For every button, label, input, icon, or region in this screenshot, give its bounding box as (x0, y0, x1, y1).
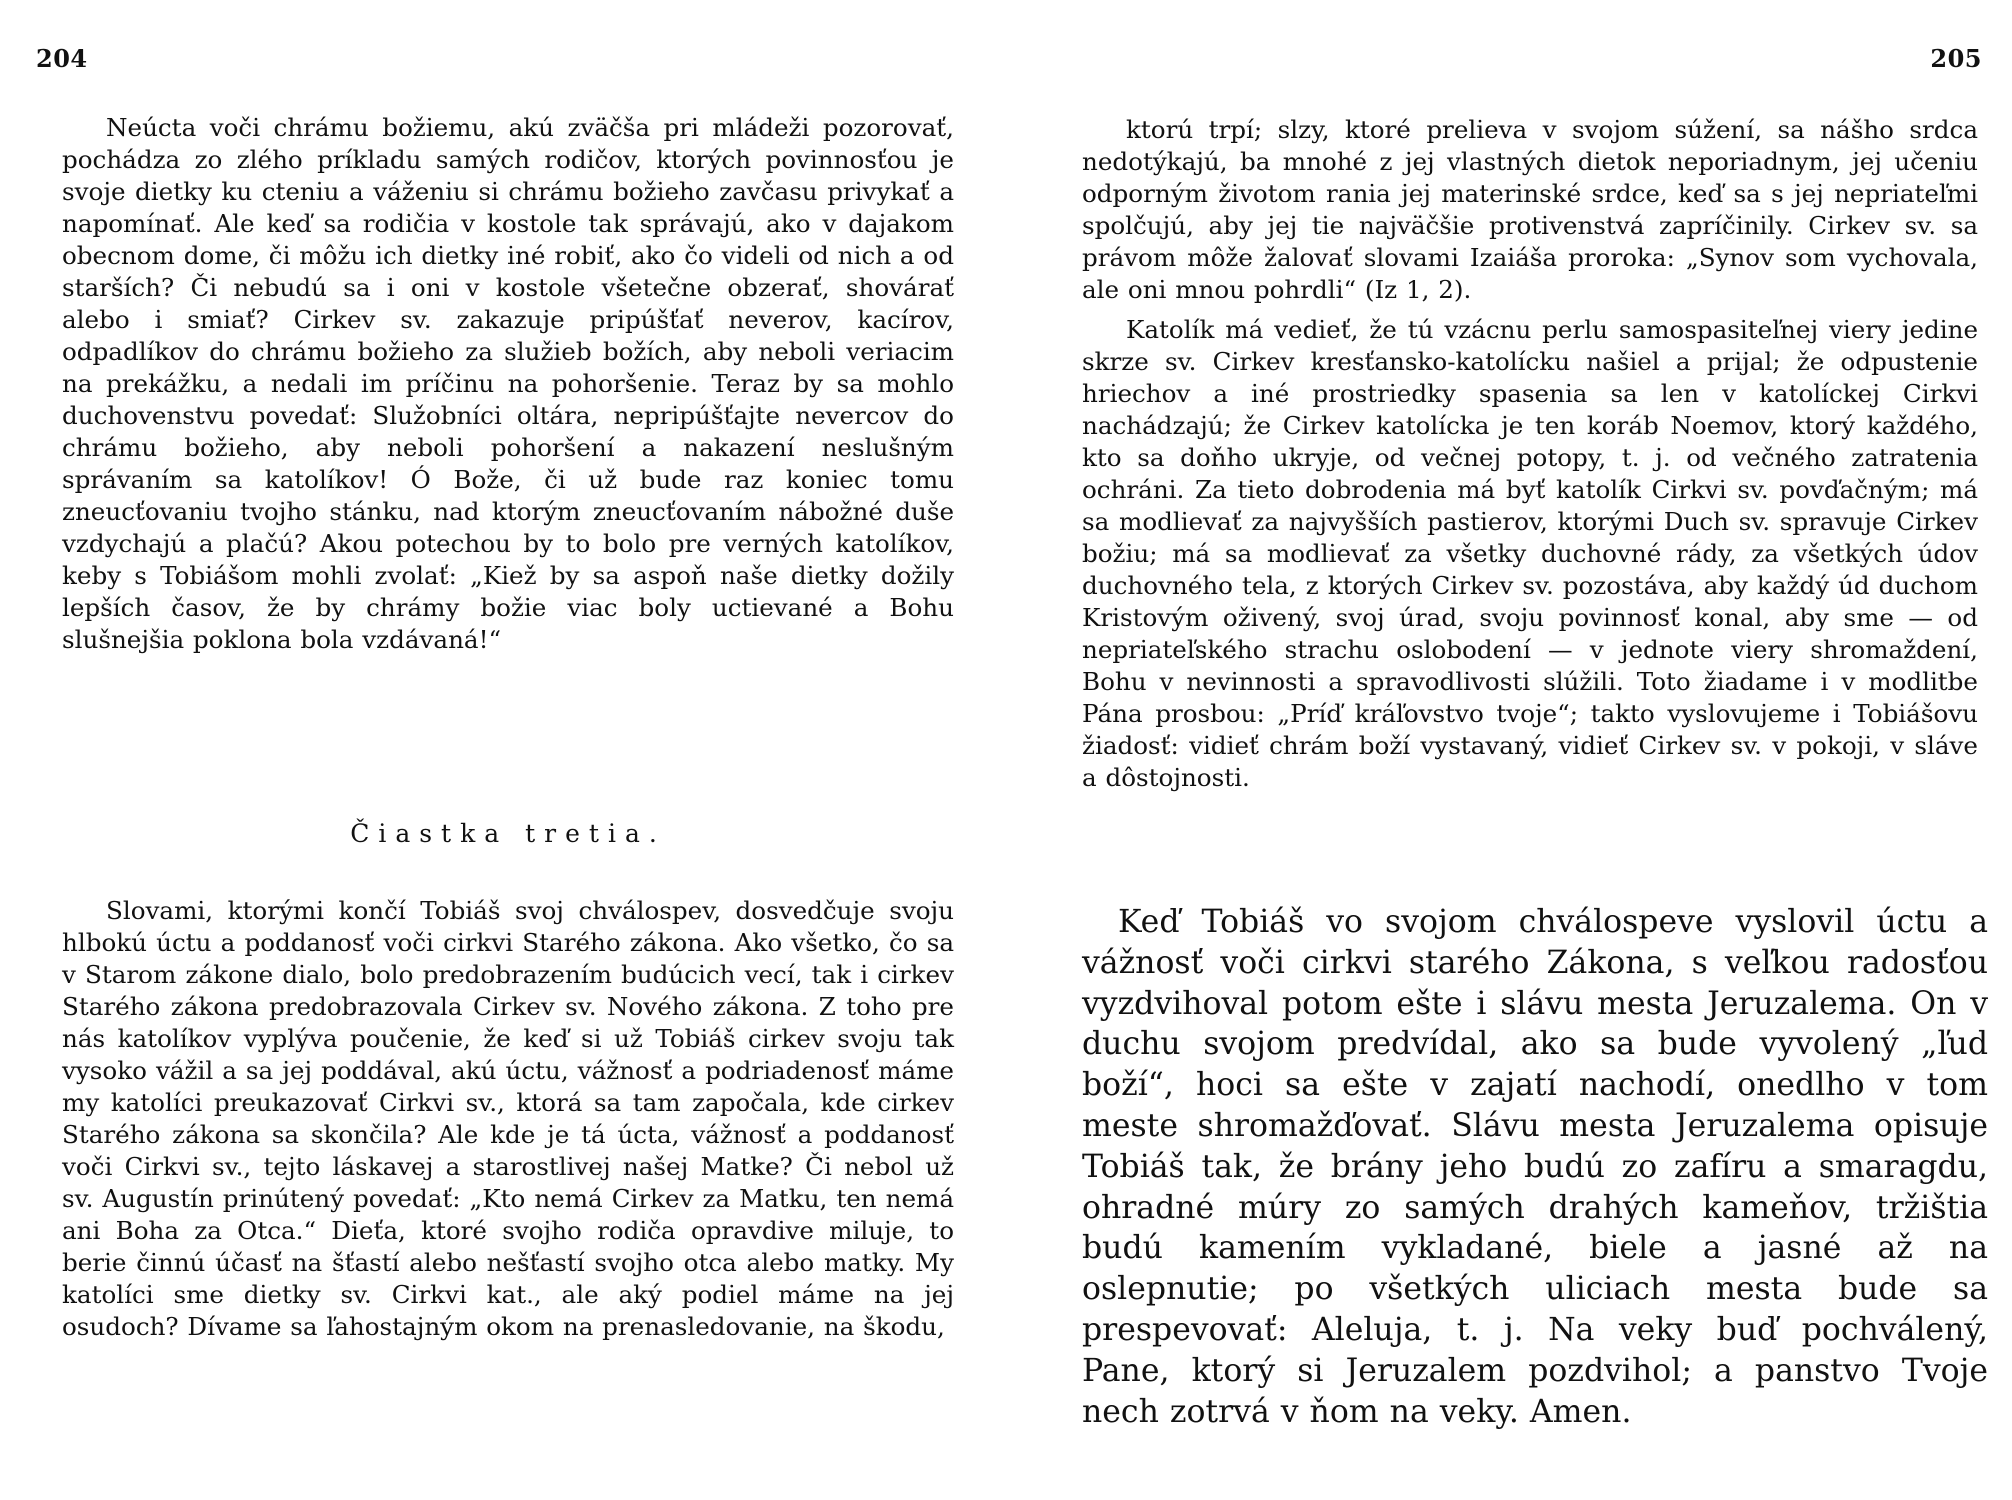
paragraph: Neúcta voči chrámu božiemu, akú zväčša pri mládeži pozorovať, pochádza zo zlého príkladu samých rodičov, ktorých povinnosťou je svoje dietky ku cteniu a váženiu si chrámu božieho zavčasu privykať a napomínať. Ale keď sa rodičia v kostole tak správajú, ako v dajakom obecnom dome, či môžu ich dietky iné robiť, ako čo videli od nich a od starších? Či nebudú sa i oni v kostole všetečne obzerať, shovárať alebo i smiať? Cirkev sv. zakazuje pripúšťať neverov, kacírov, odpadlíkov do chrámu božieho za služieb božích, aby neboli veriacim na prekážku, a nedali im príčinu na pohoršenie. Teraz by sa mohlo duchovenstvu povedať: Služobníci oltára, nepripúšťajte nevercov do chrámu božieho, aby neboli pohoršení a nakazení neslušným správaním sa katolíkov! Ó Bože, či už bude raz koniec tomu zneucťovaniu tvojho stánku, nad ktorým zneucťovaním nábožné duše vzdychajú a plačú? Akou potechou by to bolo pre verných katolíkov, keby s Tobiášom mohli zvolať: „Kiež by sa aspoň naše dietky dožily lepších časov, že by chrámy božie viac boly uctievané a Bohu slušnejšia poklona bola vzdávaná!“ (62, 113, 954, 654)
right-text-block-large (1082, 902, 1988, 1432)
paragraph: Slovami, ktorými končí Tobiáš svoj chválospev, dosvedčuje svoju hlbokú úctu a poddanosť voči cirkvi Starého zákona. Ako všetko, čo sa v Starom zákone dialo, bolo predobrazením budúcich vecí, tak i cirkev Starého zákona predobrazovala Cirkev sv. Nového zákona. Z toho pre nás katolíkov vyplýva poučenie, že keď si už Tobiáš cirkev svoju tak vysoko vážil a sa jej poddával, akú úctu, vážnosť a podriadenosť máme my katolíci preukazovať Cirkvi sv., ktorá sa tam započala, kde cirkev Starého zákona sa skončila? Ale kde je tá úcta, vážnosť a poddanosť voči Cirkvi sv., tejto láskavej a starostlivej našej Matke? Či nebol už sv. Augustín prinútený povedať: „Kto nemá Cirkev za Matku, ten nemá ani Boha za Otca.“ Dieťa, ktoré svojho rodiča opravdive miluje, to berie činnú účasť na šťastí alebo nešťastí svojho otca alebo matky. My katolíci sme dietky sv. Cirkvi kat., ale aký podiel máme na jej osudoch? Dívame sa ľahostajným okom na prenasledovanie, na škodu, (62, 896, 954, 1341)
right-text-block-1 (1082, 114, 1978, 794)
page-number-right: 205 (1930, 44, 1982, 73)
left-text-block-1 (62, 112, 954, 656)
left-text-block-2 (62, 895, 954, 1343)
section-heading: Čiastka tretia. (350, 819, 666, 848)
right-page (1006, 0, 2012, 1500)
paragraph: Keď Tobiáš vo svojom chválospeve vyslovil úctu a vážnosť voči cirkvi starého Zákona, s veľkou radosťou vyzdvihoval potom ešte i slávu mesta Jeruzalema. On v duchu svojom predvídal, ako sa bude vyvolený „ľud boží“, hoci sa ešte v zajatí nachodí, onedlho v tom meste shromažďovať. Slávu mesta Jeruzalema opisuje Tobiáš tak, že brány jeho budú zo zafíru a smaragdu, ohradné múry zo samých drahých kameňov, tržištia budú kamením vykladané, biele a jasné až na oslepnutie; po všetkých uliciach mesta bude sa prespevovať: Aleluja, t. j. Na veky buď pochválený, Pane, ktorý si Jeruzalem pozdvihol; a panstvo Tvoje nech zotrvá v ňom na veky. Amen. (1082, 904, 1988, 1430)
paragraph: Katolík má vedieť, že tú vzácnu perlu samospasiteľnej viery jedine skrze sv. Cirkev kresťansko-katolícku našiel a prijal; že odpustenie hriechov a iné prostriedky spasenia sa len v katolíckej Cirkvi nachádzajú; že Cirkev katolícka je ten koráb Noemov, ktorý každého, kto sa doňho ukryje, od večnej potopy, t. j. od večného zatratenia ochráni. Za tieto dobrodenia má byť katolík Cirkvi sv. povďačným; má sa modlievať za najvyšších pastierov, ktorými Duch sv. spravuje Cirkev božiu; má sa modlievať za všetky duchovné rády, za všetkých údov duchovného tela, z ktorých Cirkev sv. pozostáva, aby každý úd duchom Kristovým oživený, svoj úrad, svoju povinnosť konal, aby sme — od nepriateľského strachu oslobodení — v jednote viery shromaždení, Bohu v nevinnosti a spravodlivosti slúžili. Toto žiadame i v modlitbe Pána prosbou: „Príď kráľovstvo tvoje“; takto vyslovujeme i Tobiášovu žiadosť: vidieť chrám boží vystavaný, vidieť Cirkev sv. v pokoji, v sláve a dôstojnosti. (1082, 315, 1978, 792)
paragraph: ktorú trpí; slzy, ktoré prelieva v svojom súžení, sa nášho srdca nedotýkajú, ba mnohé z jej vlastných dietok neporiadnym, jej učeniu odporným životom rania jej materinské srdce, keď sa s jej nepriateľmi spolčujú, aby jej tie najväčšie protivenstvá zapríčinily. Cirkev sv. sa právom môže žalovať slovami Izaiáša proroka: „Synov som vychovala, ale oni mnou pohrdli“ (Iz 1, 2). (1082, 115, 1978, 304)
page-number-left: 204 (36, 44, 88, 73)
